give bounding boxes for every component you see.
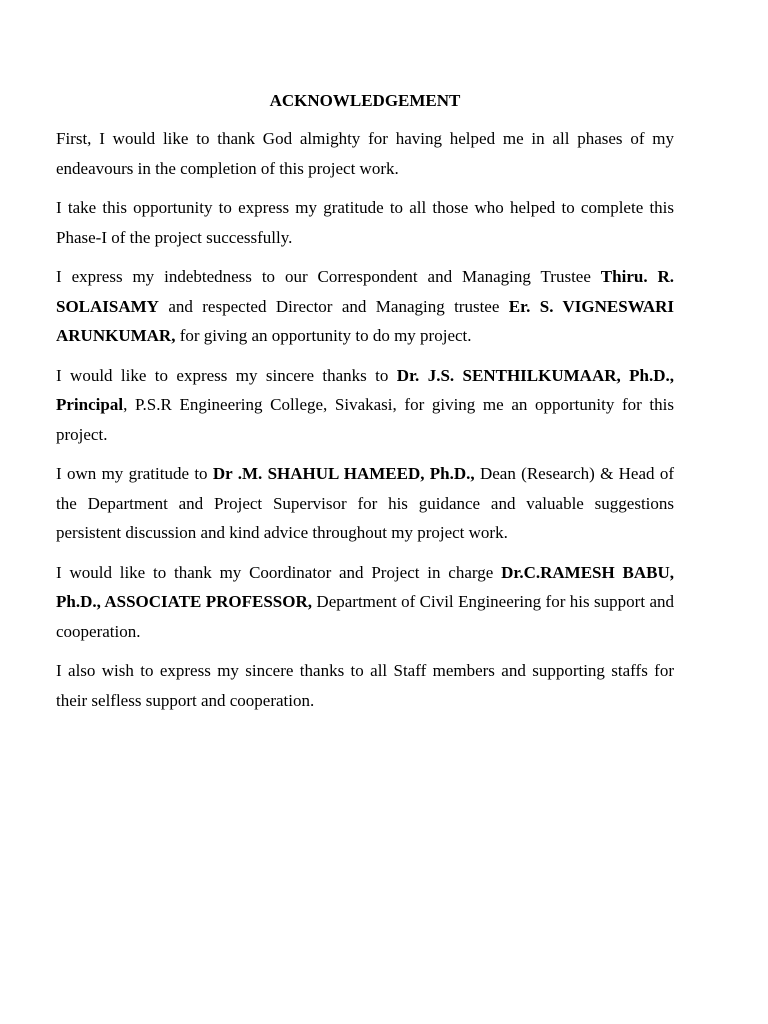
paragraph-text: , P.S.R Engineering College, Sivakasi, for giving me an opportunity for this project. [56, 395, 674, 444]
paragraph-text: I express my indebtedness to our Correspondent and Managing Trustee [56, 267, 601, 286]
principal-name: Dr. J.S. SENTHILKUMAAR, Ph.D., Principal [56, 365, 674, 414]
coordinator-name: Dr.C.RAMESH BABU, Ph.D., ASSOCIATE PROFESSOR, [56, 562, 674, 611]
paragraph [56, 558, 674, 647]
page-title: ACKNOWLEDGEMENT [269, 91, 461, 110]
paragraph-text: I would like to thank my Coordinator and Project in charge [56, 562, 502, 582]
paragraph [56, 262, 674, 351]
paragraph-text: I would like to express my sincere thanks to [56, 365, 397, 385]
paragraph-text: and respected Director and Managing trustee [158, 296, 509, 316]
director-name: Er. S. VIGNESWARI ARUNKUMAR, [56, 296, 674, 345]
correspondent-name: Thiru. R. SOLAISAMY [56, 267, 674, 316]
paragraph [56, 124, 674, 183]
paragraph-text: I own my gratitude to [56, 464, 213, 483]
paragraph-text: First, I would like to thank God almighty for having helped me in all phases of my endeavours in the completion of this project work. [56, 129, 674, 178]
paragraph-text: Department of Civil Engineering for his support and cooperation. [56, 592, 674, 641]
paragraph-text: I also wish to express my sincere thanks to all Staff members and supporting staffs for their selfless support and cooperation. [56, 661, 674, 710]
document-page [56, 88, 674, 725]
paragraph [56, 193, 674, 252]
paragraph [56, 656, 674, 715]
paragraph-text: for giving an opportunity to do my project. [175, 326, 472, 345]
paragraph [56, 459, 674, 548]
supervisor-name: Dr .M. SHAHUL HAMEED, Ph.D., [212, 464, 475, 483]
paragraph-text: I take this opportunity to express my gratitude to all those who helped to complete this Phase-I of the project successfully. [56, 198, 674, 247]
paragraph-text: Dean (Research) & Head of the Department and Project Supervisor for his guidance and valuable suggestions persistent discussion and kind advice throughout my project work. [56, 464, 674, 542]
paragraph [56, 361, 674, 450]
